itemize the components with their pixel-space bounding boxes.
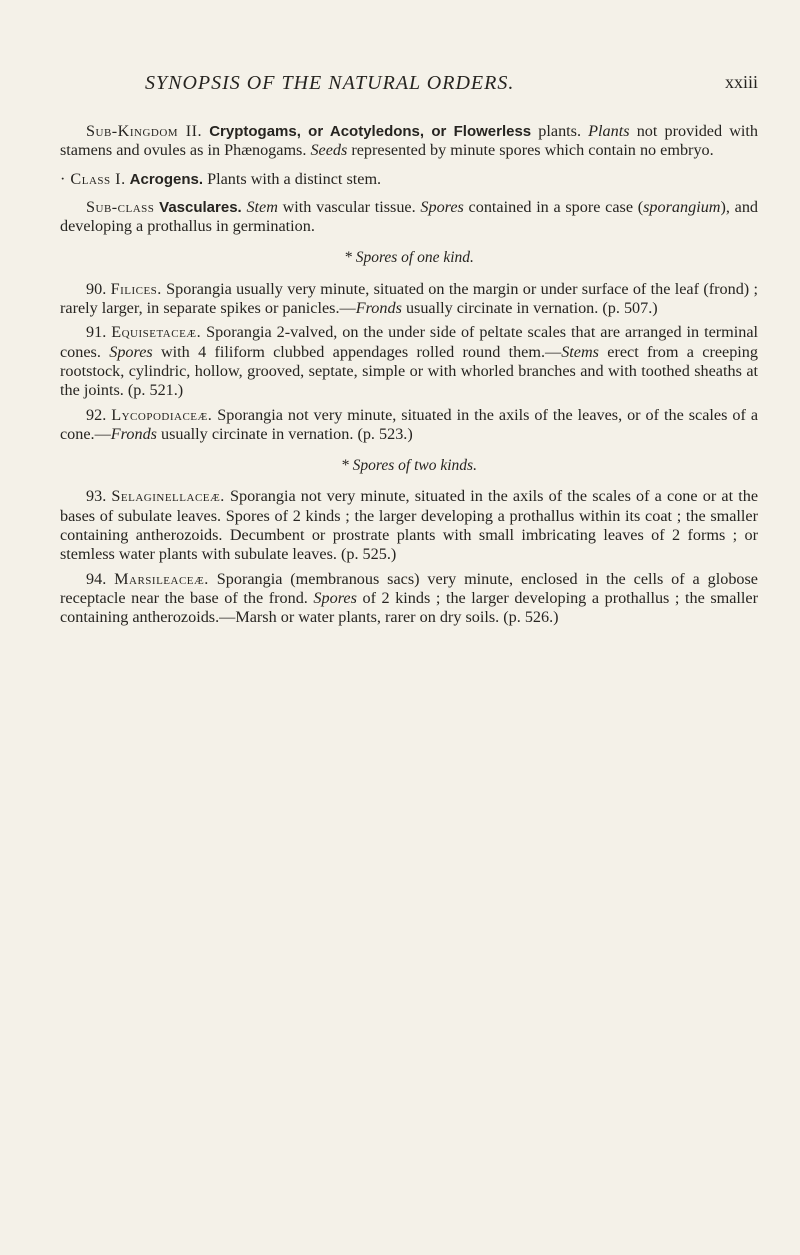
- class-text: Plants with a distinct stem.: [203, 169, 382, 188]
- heading-text: * Spores of one kind.: [344, 249, 474, 267]
- subclass-text: ), and developing a prothallus in germination.: [60, 197, 759, 236]
- subclass-text: with vascular tissue.: [277, 197, 421, 216]
- subclass-text: contained in a spore case (: [463, 197, 644, 216]
- page-body: [60, 122, 758, 628]
- order-entry: [60, 323, 758, 400]
- subkingdom-seeds-word: Seeds: [310, 141, 348, 160]
- subkingdom-label: Sub-Kingdom II.: [86, 122, 203, 140]
- section-heading-two-kinds: [60, 456, 758, 475]
- subkingdom-name: Cryptogams, or Acotyledons, or Flowerless: [209, 123, 532, 140]
- orders-group-one-kind: [60, 280, 758, 444]
- subclass-stem-word: Stem: [246, 197, 278, 216]
- order-name: Equisetaceæ.: [111, 323, 202, 342]
- subkingdom-text: represented by minute spores which contain no embryo.: [347, 141, 714, 160]
- subclass-spores-word: Spores: [420, 197, 464, 216]
- subclass-paragraph: [60, 198, 758, 237]
- order-name: Filices.: [110, 279, 162, 298]
- order-text: Spores: [109, 342, 153, 361]
- class-paragraph: [60, 170, 758, 189]
- order-name: Marsileaceæ.: [114, 569, 209, 588]
- order-text: Sporangia (membranous sacs) very minute, enclosed in the cells of a globose receptacle near the base of the frond.: [60, 569, 758, 607]
- order-number: 93.: [86, 487, 112, 506]
- order-name: Lycopodiaceæ.: [111, 405, 213, 424]
- order-text: Sporangia usually very minute, situated on the margin or under surface of the leaf (frond) ; rarely larger, in separate spikes or panicles.—: [60, 279, 758, 318]
- orders-group-two-kinds: [60, 487, 758, 627]
- subkingdom-paragraph: [60, 122, 758, 161]
- class-label: · Class I.: [60, 169, 126, 188]
- running-title: SYNOPSIS OF THE NATURAL ORDERS.: [145, 72, 515, 94]
- subclass-sporangium-word: sporangium: [643, 197, 721, 216]
- order-number: 92.: [86, 405, 112, 424]
- order-text: with 4 filiform clubbed appendages rolled round them.—: [152, 342, 562, 361]
- class-name: Acrogens.: [129, 170, 204, 188]
- heading-text: * Spores of two kinds.: [341, 457, 477, 475]
- running-header: [60, 72, 758, 98]
- subclass-label: Sub-class: [86, 197, 155, 216]
- order-number: 90.: [86, 279, 111, 298]
- order-text: of 2 kinds ; the larger developing a prothallus ; the smaller containing antherozoids.—Marsh or water plants, rarer on dry soils. (p. 526.): [60, 588, 758, 627]
- section-heading-one-kind: [60, 248, 758, 267]
- order-text: Fronds: [355, 299, 402, 318]
- subkingdom-plants-word: Plants: [588, 122, 630, 140]
- order-text: Sporangia 2-valved, on the under side of peltate scales that are arranged in terminal cones.: [60, 323, 759, 361]
- order-text: Stems: [561, 342, 599, 361]
- order-name: Selaginellaceæ.: [111, 487, 225, 506]
- subclass-name: Vasculares.: [159, 198, 242, 216]
- order-text: Sporangia not very minute, situated in the axils of the leaves, or of the scales of a cone.—: [60, 405, 759, 443]
- order-text: usually circinate in vernation. (p. 523.): [156, 424, 413, 443]
- order-entry: [60, 406, 758, 445]
- order-text: Fronds: [110, 424, 157, 443]
- subkingdom-text: not provided with stamens and ovules as in Phænogams.: [60, 122, 758, 160]
- order-entry: [60, 280, 758, 319]
- order-text: Sporangia not very minute, situated in the axils of the scales of a cone or at the bases of subulate leaves. Spores of 2 kinds ; the larger developing a prothallus within its coat ; the smaller containing antherozoids. Decumbent or prostrate plants with small imbricating leaves of 2 forms ; or stemless water plants with subulate leaves. (p. 525.): [60, 487, 758, 564]
- order-text: Spores: [313, 588, 357, 607]
- order-entry: [60, 570, 758, 628]
- order-number: 91.: [86, 323, 112, 342]
- order-number: 94.: [86, 569, 115, 588]
- order-text: erect from a creeping rootstock, cylindric, hollow, grooved, septate, simple or with whorled branches and with toothed sheaths at the joints. (p. 521.): [60, 342, 758, 400]
- subkingdom-text: plants.: [531, 122, 589, 140]
- page-number: xxiii: [724, 72, 758, 92]
- order-entry: [60, 487, 758, 564]
- order-text: usually circinate in vernation. (p. 507.): [401, 299, 658, 318]
